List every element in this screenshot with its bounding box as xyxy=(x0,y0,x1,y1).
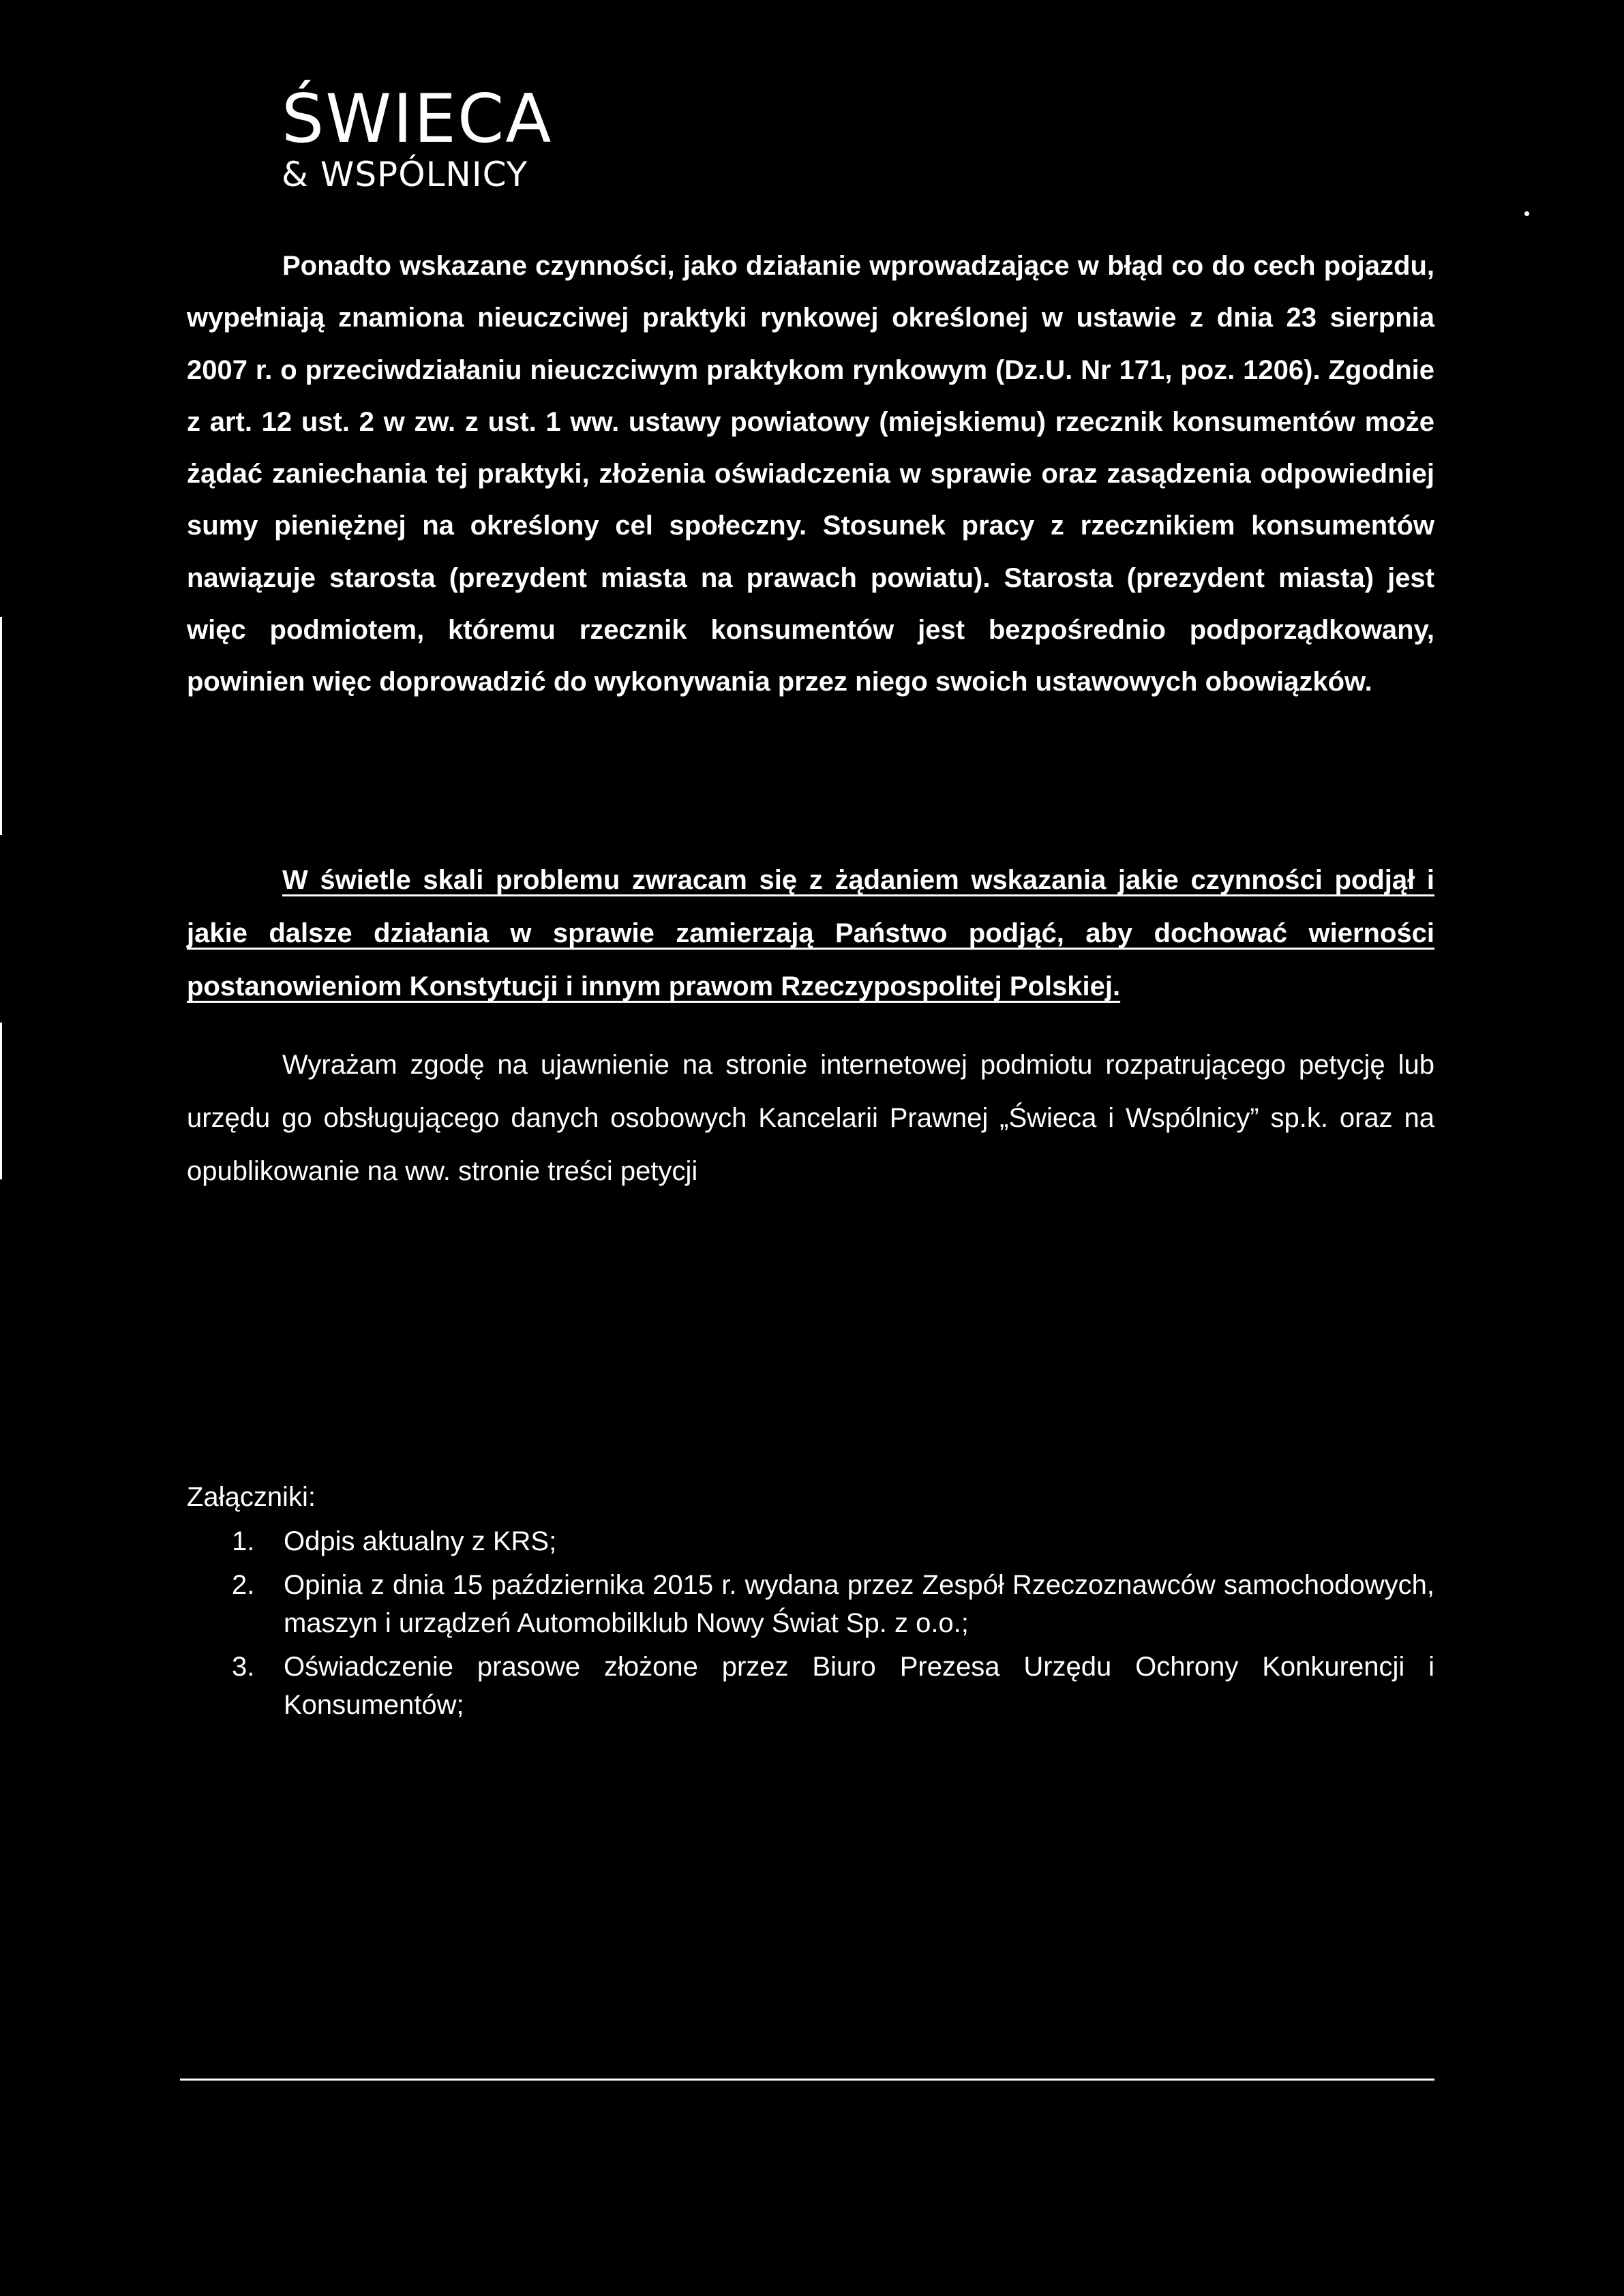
paragraph-demand xyxy=(187,854,1434,1013)
footer-divider xyxy=(180,2079,1434,2081)
list-item-number: 2. xyxy=(232,1570,255,1600)
paragraph-consent xyxy=(187,1038,1434,1198)
paragraph-demand-text: W świetle skali problemu zwracam się z żądaniem wskazania jakie czynności podjął i jakie dalsze działania w sprawie zamierzają Państwo podjąć, aby dochować wierności postanowieniom Konstytucji i innym prawom Rzeczypospolitej Polskiej. xyxy=(187,865,1434,1001)
paragraph-legal-basis-text: Ponadto wskazane czynności, jako działanie wprowadzające w błąd co do cech pojazdu, wypełniają znamiona nieuczciwej praktyki rynkowej określonej w ustawie z dnia 23 sierpnia 2007 r. o przeciwdziałaniu nieuczciwym praktykom rynkowym (Dz.U. Nr 171, poz. 1206). Zgodnie z art. 12 ust. 2 w zw. z ust. 1 ww. ustawy powiatowy (miejskiemu) rzecznik konsumentów może żądać zaniechania tej praktyki, złożenia oświadczenia w sprawie oraz zasądzenia odpowiedniej sumy pieniężnej na określony cel społeczny. Stosunek pracy z rzecznikiem konsumentów nawiązuje starosta (prezydent miasta na prawach powiatu). Starosta (prezydent miasta) jest więc podmiotem, któremu rzecznik konsumentów jest bezpośrednio podporządkowany, powinien więc doprowadzić do wykonywania przez niego swoich ustawowych obowiązków. xyxy=(187,251,1434,697)
list-item-text: Opinia z dnia 15 października 2015 r. wydana przez Zespół Rzeczoznawców samochodowych, maszyn i urządzeń Automobilklub Nowy Świat Sp. z o.o.; xyxy=(284,1570,1434,1638)
margin-line-lower xyxy=(0,1023,2,1179)
list-item xyxy=(232,1566,1434,1642)
list-item-number: 1. xyxy=(232,1526,255,1556)
list-item-text: Odpis aktualny z KRS; xyxy=(284,1526,557,1556)
logo-main-text: ŚWIECA xyxy=(282,80,553,158)
company-logo xyxy=(282,82,622,195)
corner-mark: • xyxy=(1524,203,1531,224)
logo-sub-text: & WSPÓLNICY xyxy=(282,155,528,194)
margin-line-upper xyxy=(0,617,2,835)
list-item xyxy=(232,1522,1434,1560)
attachments-title: Załączniki: xyxy=(187,1482,316,1512)
list-item-text: Oświadczenie prasowe złożone przez Biuro Prezesa Urzędu Ochrony Konkurencji i Konsumentów; xyxy=(284,1652,1434,1720)
paragraph-consent-text: Wyrażam zgodę na ujawnienie na stronie internetowej podmiotu rozpatrującego petycję lub urzędu go obsługującego danych osobowych Kancelarii Prawnej „Świeca i Wspólnicy” sp.k. oraz na opublikowanie na ww. stronie treści petycji xyxy=(187,1050,1434,1186)
list-item-number: 3. xyxy=(232,1652,255,1682)
attachments-list xyxy=(232,1522,1434,1729)
list-item xyxy=(232,1648,1434,1724)
paragraph-legal-basis xyxy=(187,240,1434,708)
